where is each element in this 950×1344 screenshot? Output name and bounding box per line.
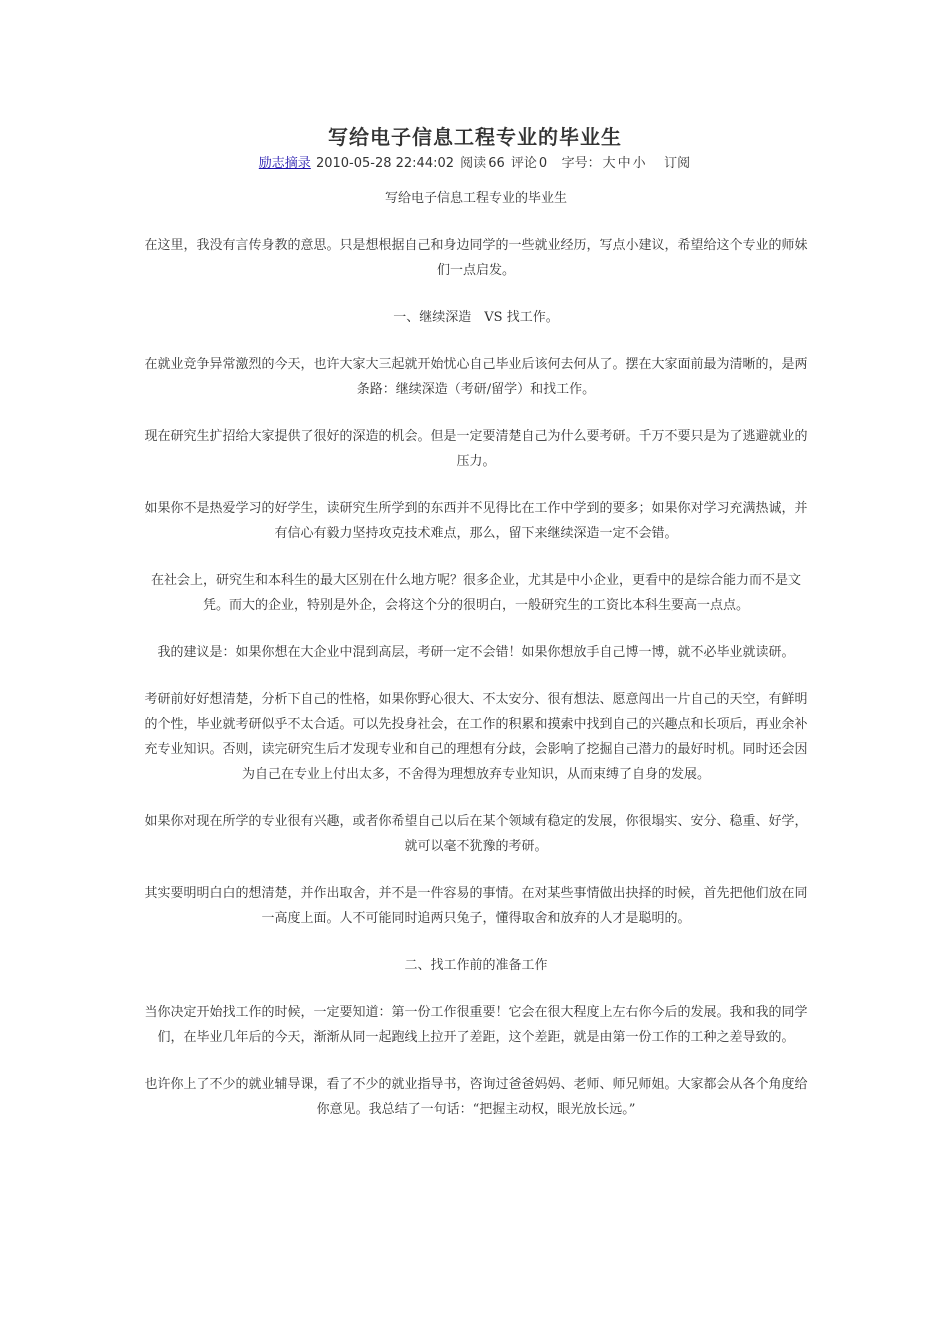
font-size-large[interactable]: 大 bbox=[602, 156, 616, 171]
section-heading-1: 一、继续深造 VS 找工作。 bbox=[393, 310, 559, 325]
paragraph: 当你决定开始找工作的时候，一定要知道：第一份工作很重要！它会在很大程度上左右你今后的发展。我和我的同学们，在毕业几年后的今天，渐渐从同一起跑线上拉开了差距，这个差距，就是由第一份工作的工种之差导致的。 bbox=[144, 1005, 808, 1045]
article-body bbox=[143, 186, 809, 1144]
category-link[interactable]: 励志摘录 bbox=[258, 156, 311, 171]
article-subtitle: 写给电子信息工程专业的毕业生 bbox=[384, 191, 567, 206]
font-size-label: 字号： bbox=[561, 156, 601, 171]
read-count: 66 bbox=[488, 156, 505, 171]
post-datetime: 2010-05-28 22:44:02 bbox=[315, 156, 455, 171]
comment-count: 0 bbox=[538, 156, 548, 171]
paragraph: 考研前好好想清楚，分析下自己的性格，如果你野心很大、不太安分、很有想法、愿意闯出一片自己的天空，有鲜明的个性，毕业就考研似乎不太合适。可以先投身社会，在工作的积累和摸索中找到自己的兴趣点和长项后，再业余补充专业知识。否则，读完研究生后才发现专业和自己的理想有分歧，会影响了挖掘自己潜力的最好时机。同时还会因为自己在专业上付出太多，不舍得为理想放弃专业知识，从而束缚了自身的发展。 bbox=[144, 692, 808, 782]
article-title: 写给电子信息工程专业的毕业生 bbox=[328, 125, 622, 149]
paragraph: 现在研究生扩招给大家提供了很好的深造的机会。但是一定要清楚自己为什么要考研。千万不要只是为了逃避就业的压力。 bbox=[144, 429, 808, 469]
article-meta bbox=[0, 152, 950, 171]
font-size-small[interactable]: 小 bbox=[632, 156, 646, 171]
paragraph: 如果你不是热爱学习的好学生，读研究生所学到的东西并不见得比在工作中学到的要多；如果你对学习充满热诚，并有信心有毅力坚持攻克技术难点，那么，留下来继续深造一定不会错。 bbox=[144, 501, 808, 541]
paragraph: 如果你对现在所学的专业很有兴趣，或者你希望自己以后在某个领域有稳定的发展，你很塌实、安分、稳重、好学，就可以毫不犹豫的考研。 bbox=[144, 814, 808, 854]
paragraph: 也许你上了不少的就业辅导课，看了不少的就业指导书，咨询过爸爸妈妈、老师、师兄师姐。大家都会从各个角度给你意见。我总结了一句话：“把握主动权，眼光放长远。” bbox=[144, 1077, 808, 1117]
paragraph: 在就业竞争异常激烈的今天，也许大家大三起就开始忧心自己毕业后该何去何从了。摆在大家面前最为清晰的，是两条路：继续深造（考研/留学）和找工作。 bbox=[144, 357, 808, 397]
subscribe-link[interactable]: 订阅 bbox=[664, 156, 691, 171]
comment-label: 评论 bbox=[510, 156, 537, 171]
section-heading-2: 二、找工作前的准备工作 bbox=[404, 958, 548, 973]
read-label: 阅读 bbox=[460, 156, 487, 171]
paragraph: 其实要明明白白的想清楚，并作出取舍，并不是一件容易的事情。在对某些事情做出抉择的时候，首先把他们放在同一高度上面。人不可能同时追两只兔子，懂得取舍和放弃的人才是聪明的。 bbox=[144, 886, 808, 926]
font-size-medium[interactable]: 中 bbox=[617, 156, 631, 171]
paragraph: 在社会上，研究生和本科生的最大区别在什么地方呢？很多企业，尤其是中小企业，更看中的是综合能力而不是文凭。而大的企业，特别是外企，会将这个分的很明白，一般研究生的工资比本科生要高一点点。 bbox=[150, 573, 801, 613]
paragraph: 我的建议是：如果你想在大企业中混到高层，考研一定不会错！如果你想放手自己博一博，就不必毕业就读研。 bbox=[157, 645, 795, 660]
paragraph-intro: 在这里，我没有言传身教的意思。只是想根据自己和身边同学的一些就业经历，写点小建议，希望给这个专业的师妹们一点启发。 bbox=[144, 238, 808, 278]
